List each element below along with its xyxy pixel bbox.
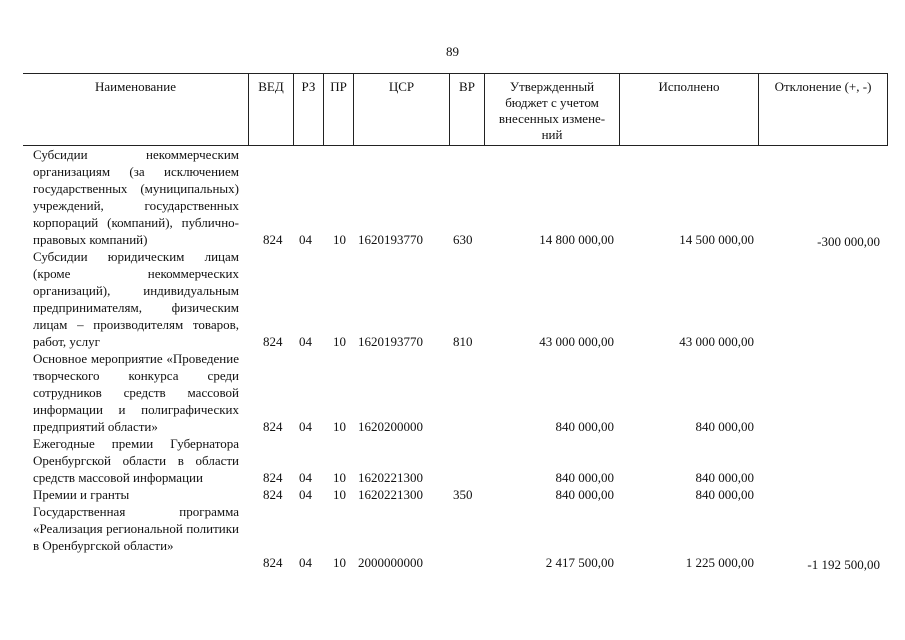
table-header xyxy=(23,73,888,146)
row-budget: 840 000,00 xyxy=(555,470,614,485)
header-csr: ЦСР xyxy=(353,74,449,145)
row-rz: 04 xyxy=(299,334,312,349)
row-csr: 1620193770 xyxy=(358,334,423,349)
row-executed: 840 000,00 xyxy=(695,419,754,434)
row-executed: 43 000 000,00 xyxy=(679,334,754,349)
row-rz: 04 xyxy=(299,555,312,570)
header-ved: ВЕД xyxy=(248,74,293,145)
header-executed: Исполнено xyxy=(619,74,758,145)
header-rz: РЗ xyxy=(293,74,323,145)
row-executed: 14 500 000,00 xyxy=(679,232,754,247)
row-executed: 840 000,00 xyxy=(695,487,754,502)
row-rz: 04 xyxy=(299,470,312,485)
row-deviation: -1 192 500,00 xyxy=(807,557,880,572)
header-deviation: Отклонение (+, -) xyxy=(758,74,888,145)
row-ved: 824 xyxy=(263,334,283,349)
header-budget: Утвержденный бюджет с учетом внесенных измене-ний xyxy=(484,74,619,145)
row-budget: 840 000,00 xyxy=(555,487,614,502)
row-rz: 04 xyxy=(299,419,312,434)
header-pr: ПР xyxy=(323,74,353,145)
row-vr: 350 xyxy=(453,487,473,502)
row-csr: 1620221300 xyxy=(358,487,423,502)
row-ved: 824 xyxy=(263,470,283,485)
row-executed: 840 000,00 xyxy=(695,470,754,485)
row-pr: 10 xyxy=(333,419,346,434)
row-csr: 1620193770 xyxy=(358,232,423,247)
row-name: Премии и гранты xyxy=(33,487,130,502)
row-csr: 2000000000 xyxy=(358,555,423,570)
row-pr: 10 xyxy=(333,232,346,247)
row-executed: 1 225 000,00 xyxy=(685,555,754,570)
row-budget: 840 000,00 xyxy=(555,419,614,434)
row-pr: 10 xyxy=(333,555,346,570)
row-budget: 14 800 000,00 xyxy=(539,232,614,247)
header-vr: ВР xyxy=(449,74,484,145)
row-budget: 2 417 500,00 xyxy=(545,555,614,570)
row-csr: 1620200000 xyxy=(358,419,423,434)
page-number: 89 xyxy=(446,44,459,59)
row-vr: 630 xyxy=(453,232,473,247)
row-ved: 824 xyxy=(263,232,283,247)
row-rz: 04 xyxy=(299,487,312,502)
header-name: Наименование xyxy=(95,79,176,94)
row-name: Основное мероприятие «Проведение творческого конкурса среди сотрудников средств массовой информации и полиграфических предприятий области» xyxy=(33,351,239,434)
row-name: Субсидии некоммерческим организациям (за исключением государственных (муниципальных) учреждений, государственных корпораций (компаний), публично-правовых компаний) xyxy=(33,147,239,247)
row-pr: 10 xyxy=(333,487,346,502)
row-ved: 824 xyxy=(263,555,283,570)
row-ved: 824 xyxy=(263,487,283,502)
row-ved: 824 xyxy=(263,419,283,434)
row-budget: 43 000 000,00 xyxy=(539,334,614,349)
row-deviation: -300 000,00 xyxy=(817,234,880,249)
row-csr: 1620221300 xyxy=(358,470,423,485)
row-pr: 10 xyxy=(333,470,346,485)
row-name: Ежегодные премии Губернатора Оренбургской области в области средств массовой информации xyxy=(33,436,239,485)
row-name: Субсидии юридическим лицам (кроме некоммерческих организаций), индивидуальным предпринимателям, физическим лицам – производителям товаров, работ, услуг xyxy=(33,249,239,349)
row-pr: 10 xyxy=(333,334,346,349)
row-name: Государственная программа «Реализация региональной политики в Оренбургской области» xyxy=(33,504,239,553)
row-vr: 810 xyxy=(453,334,473,349)
row-rz: 04 xyxy=(299,232,312,247)
